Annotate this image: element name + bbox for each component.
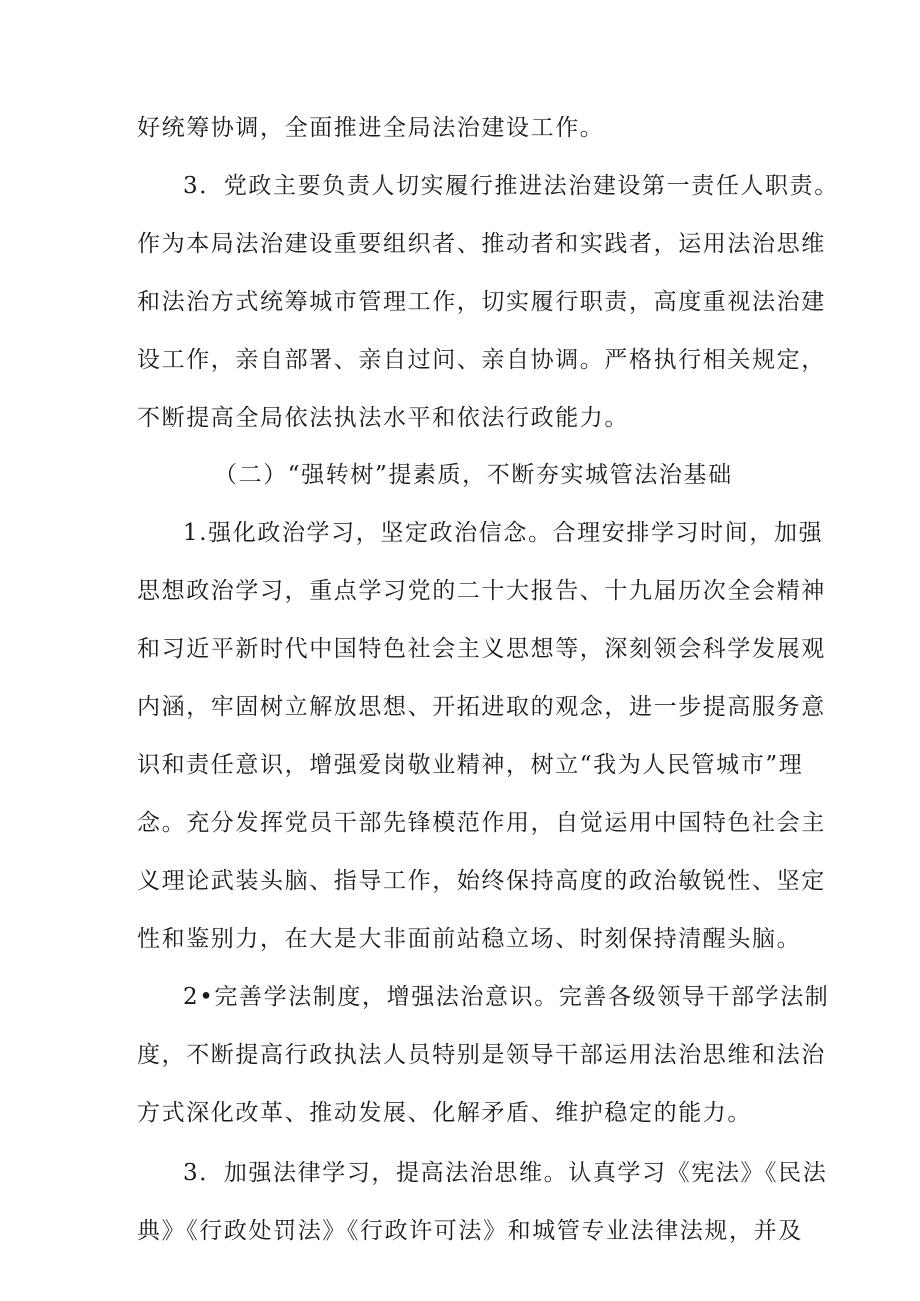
text-line: 度，不断提高行政执法人员特别是领导干部运用法治思维和法治 xyxy=(137,1042,826,1068)
text-line: 不断提高全局依法执法水平和依法行政能力。 xyxy=(137,405,629,431)
text-line: 和法治方式统筹城市管理工作，切实履行职责，高度重视法治建 xyxy=(137,289,826,315)
section-heading: （二）“强转树”提素质，不断夯实城管法治基础 xyxy=(214,462,733,488)
text-line: 识和责任意识，增强爱岗敬业精神，树立“我为人民管城市”理 xyxy=(137,752,804,778)
text-line: 性和鉴别力，在大是大非面前站稳立场、时刻保持清醒头脑。 xyxy=(137,926,802,952)
text-line: 3．党政主要负责人切实履行推进法治建设第一责任人职责。 xyxy=(183,173,839,199)
text-line: 2•完善学法制度，增强法治意识。完善各级领导干部学法制 xyxy=(183,984,830,1010)
text-line: 思想政治学习，重点学习党的二十大报告、十九届历次全会精神 xyxy=(137,578,826,604)
text-line: 设工作，亲自部署、亲自过问、亲自协调。严格执行相关规定， xyxy=(137,347,826,373)
text-line: 念。充分发挥党员干部先锋模范作用，自觉运用中国特色社会主 xyxy=(137,810,826,836)
text-line: 3．加强法律学习，提高法治思维。认真学习《宪法》《民法 xyxy=(183,1160,828,1186)
text-line: 内涵，牢固树立解放思想、开拓进取的观念，进一步提高服务意 xyxy=(137,694,826,720)
text-line: 作为本局法治建设重要组织者、推动者和实践者，运用法治思维 xyxy=(137,231,826,257)
text-line: 1.强化政治学习，坚定政治信念。合理安排学习时间，加强 xyxy=(183,520,824,546)
text-line: 义理论武装头脑、指导工作，始终保持高度的政治敏锐性、坚定 xyxy=(137,868,826,894)
text-line: 好统筹协调，全面推进全局法治建设工作。 xyxy=(137,115,605,141)
text-line: 方式深化改革、推动发展、化解矛盾、维护稳定的能力。 xyxy=(137,1100,752,1126)
text-line: 和习近平新时代中国特色社会主义思想等，深刻领会科学发展观 xyxy=(137,636,826,662)
text-line: 典》《行政处罚法》《行政许可法》和城管专业法律法规，并及 xyxy=(137,1218,803,1244)
